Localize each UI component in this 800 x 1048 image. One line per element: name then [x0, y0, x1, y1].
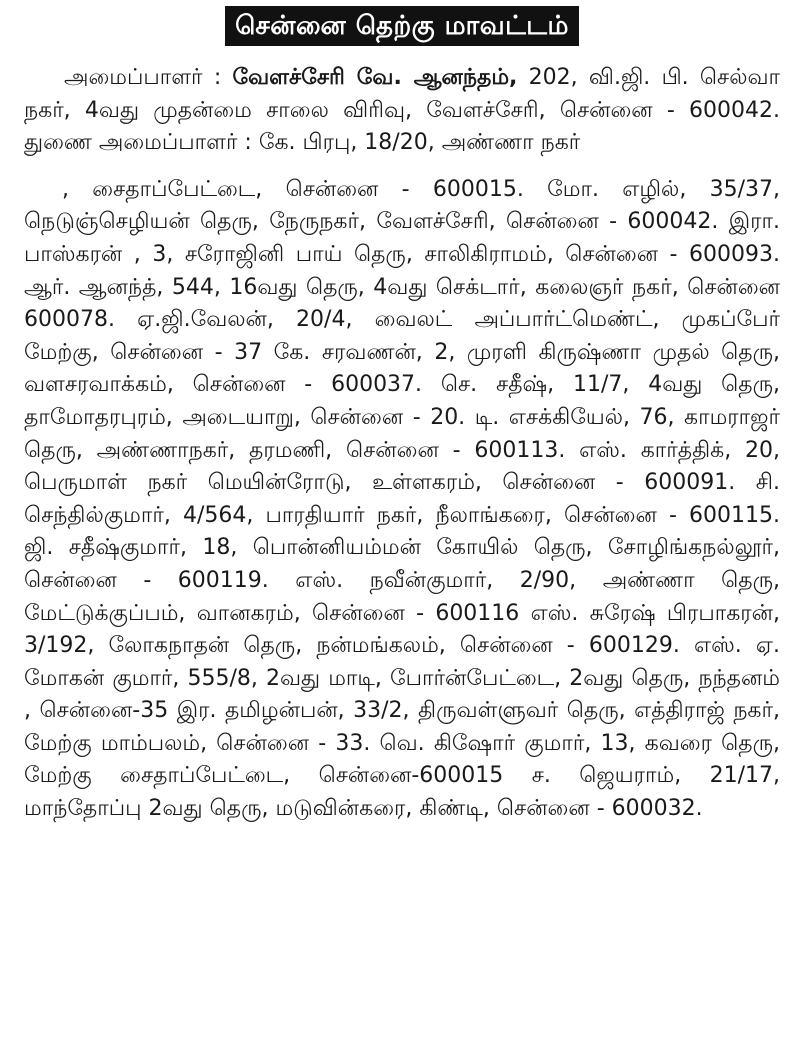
title-bar — [24, 6, 780, 48]
organizer-label: அமைப்பாளர் : — [64, 65, 233, 90]
district-title: சென்னை தெற்கு மாவட்டம் — [225, 6, 579, 46]
members-paragraph: , சைதாப்பேட்டை, சென்னை - 600015. மோ. எழில், 35/37, நெடுஞ்செழியன் தெரு, நேருநகர், வேளச்சேரி, சென்னை - 600042. இரா. பாஸ்கரன் , 3, சரோஜினி பாய் தெரு, சாலிகிராமம், சென்னை - 600093. ஆர். ஆனந்த், 544, 16வது தெரு, 4வது செக்டார், கலைஞர் நகர், சென்னை 600078. ஏ.ஜி.வேலன், 20/4, வைலட் அப்பார்ட்மெண்ட், முகப்பேர் மேற்கு, சென்னை - 37 கே. சரவணன், 2, முரளி கிருஷ்ணா முதல் தெரு, வளசரவாக்கம், சென்னை - 600037. செ. சதீஷ், 11/7, 4வது தெரு, தாமோதரபுரம், அடையாறு, சென்னை - 20. டி. எசக்கியேல், 76, காமராஜர் தெரு, அண்ணாநகர், தரமணி, சென்னை - 600113. எஸ். கார்த்திக், 20, பெருமாள் நகர் மெயின்ரோடு, உள்ளகரம், சென்னை - 600091. சி. செந்தில்குமார், 4/564, பாரதியார் நகர், நீலாங்கரை, சென்னை - 600115. ஜி. சதீஷ்குமார், 18, பொன்னியம்மன் கோயில் தெரு, சோழிங்கநல்லூர், சென்னை - 600119. எஸ். நவீன்குமார், 2/90, அண்ணா தெரு, மேட்டுக்குப்பம், வானகரம், சென்னை - 600116 எஸ். சுரேஷ் பிரபாகரன், 3/192, லோகநாதன் தெரு, நன்மங்கலம், சென்னை - 600129. எஸ். ஏ. மோகன் குமார், 555/8, 2வது மாடி, போர்ன்பேட்டை, 2வது தெரு, நந்தனம் , சென்னை-35 இர. தமிழன்பன், 33/2, திருவள்ளுவர் தெரு, எத்திராஜ் நகர், மேற்கு மாம்பலம், சென்னை - 33. வெ. கிஷோர் குமார், 13, கவரை தெரு, மேற்கு சைதாப்பேட்டை, சென்னை-600015 ச. ஜெயராம், 21/17, மாந்தோப்பு 2வது தெரு, மடுவின்கரை, கிண்டி, சென்னை - 600032. — [24, 176, 780, 822]
organizer-name: வேளச்சேரி வே. ஆனந்தம், — [232, 65, 518, 90]
organizer-details: 202, வி.ஜி. பி. செல்வா நகர், 4வது முதன்மை சாலை விரிவு, வேளச்சேரி, சென்னை - 600042. துணை அமைப்பாளர் : கே. பிரபு, 18/20, அண்ணா நகர் — [24, 65, 781, 156]
organizer-paragraph — [24, 62, 780, 160]
